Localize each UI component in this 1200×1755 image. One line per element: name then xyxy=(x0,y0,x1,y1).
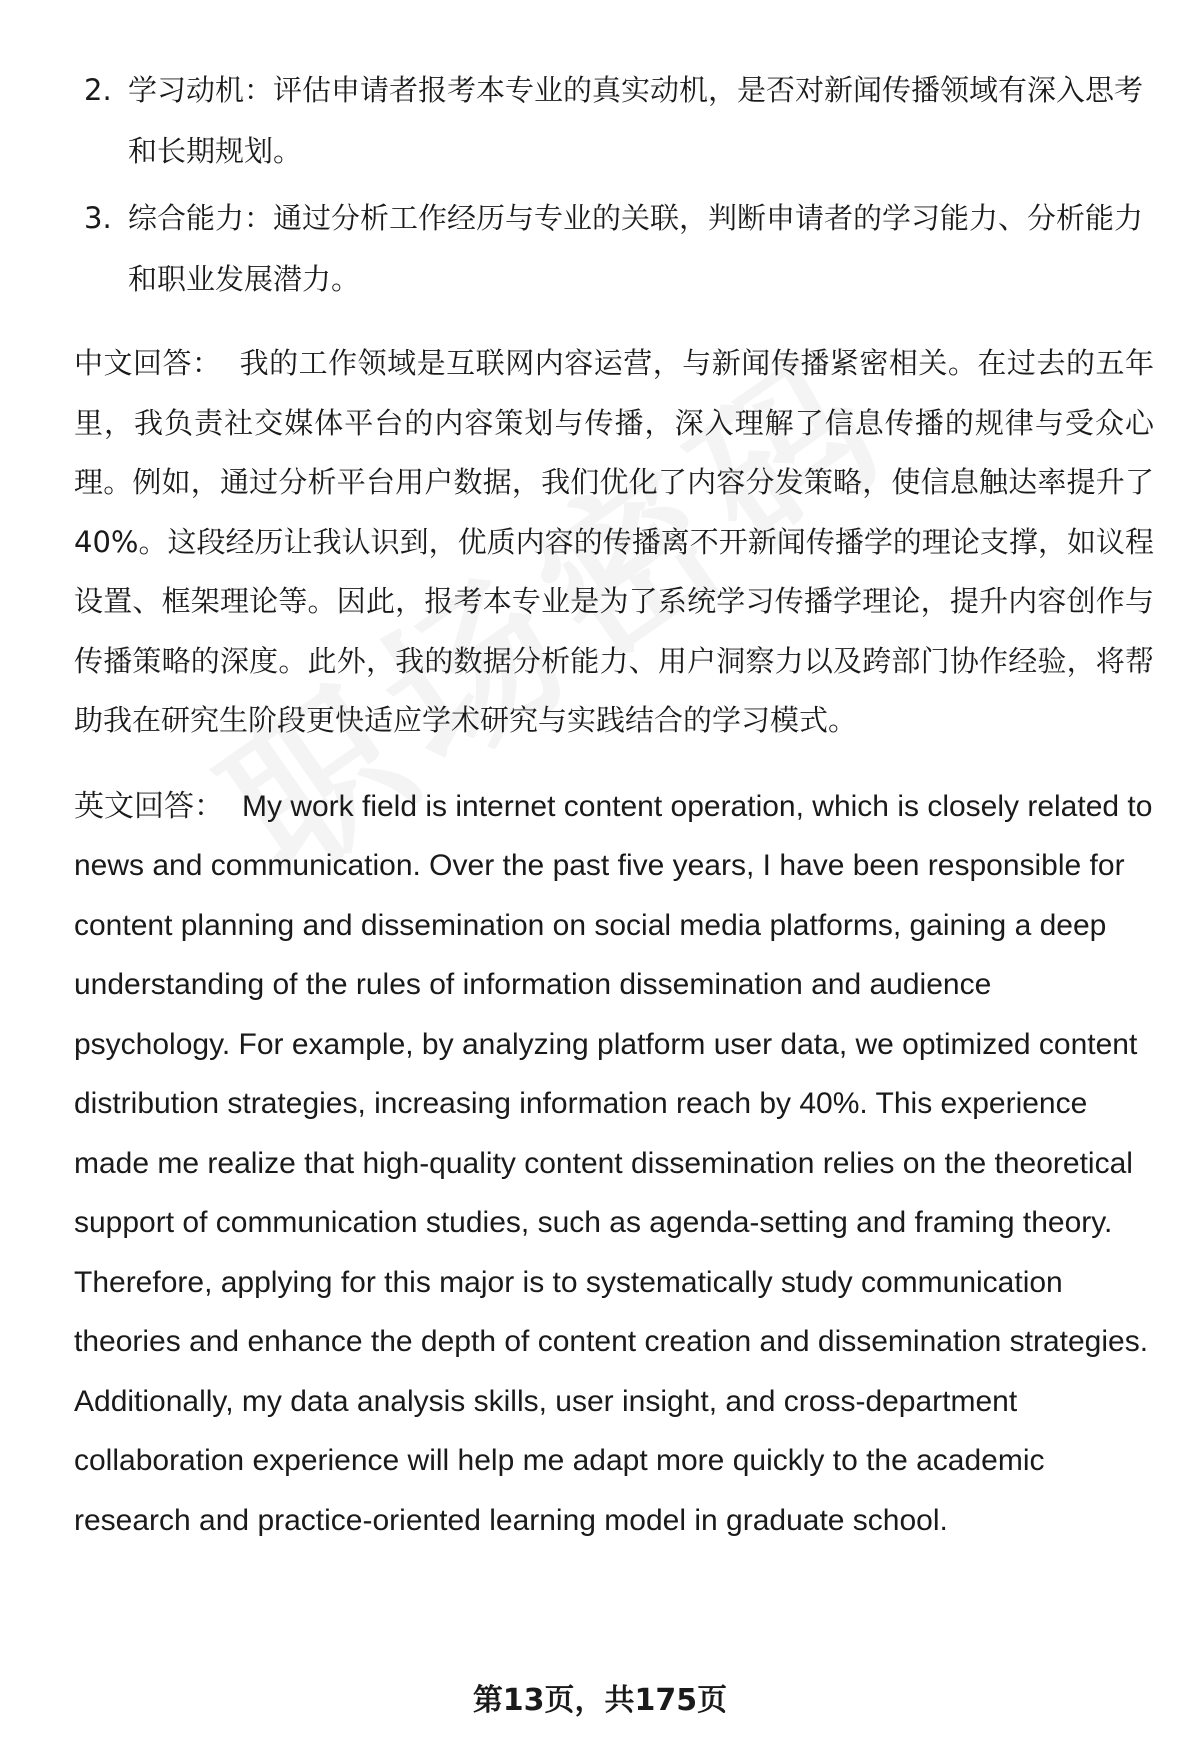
list-item xyxy=(74,188,1154,310)
list-item xyxy=(74,60,1154,182)
english-answer-paragraph xyxy=(74,777,1154,1551)
list-item-number: 2. xyxy=(84,73,112,107)
chinese-answer-text: 我的工作领域是互联网内容运营，与新闻传播紧密相关。在过去的五年里，我负责社交媒体平台的内容策划与传播，深入理解了信息传播的规律与受众心理。例如，通过分析平台用户数据，我们优化了内容分发策略，使信息触达率提升了40%。这段经历让我认识到，优质内容的传播离不开新闻传播学的理论支撑，如议程设置、框架理论等。因此，报考本专业是为了系统学习传播学理论，提升内容创作与传播策略的深度。此外，我的数据分析能力、用户洞察力以及跨部门协作经验，将帮助我在研究生阶段更快适应学术研究与实践结合的学习模式。 xyxy=(74,346,1154,737)
english-answer-text: My work field is internet content operation, which is closely related to news and communication. Over the past five years, I have been responsible for content planning and dissemination on social media platforms, gaining a deep understanding of the rules of information dissemination and audience psychology. For example, by analyzing platform user data, we optimized content distribution strategies, increasing information reach by 40%. This experience made me realize that high-quality content dissemination relies on the theoretical support of communication studies, such as agenda-setting and framing theory. Therefore, applying for this major is to systematically study communication theories and enhance the depth of content creation and dissemination strategies. Additionally, my data analysis skills, user insight, and cross-department collaboration experience will help me adapt more quickly to the academic research and practice-oriented learning model in graduate school. xyxy=(74,789,1153,1537)
list-item-text: 综合能力：通过分析工作经历与专业的关联，判断申请者的学习能力、分析能力和职业发展潜力。 xyxy=(128,201,1144,296)
english-answer-label: 英文回答： xyxy=(74,789,224,823)
chinese-answer-paragraph xyxy=(74,334,1154,751)
criteria-list xyxy=(74,60,1154,310)
page-number-footer: 第13页，共175页 xyxy=(472,1683,728,1718)
page-content xyxy=(74,60,1154,1550)
list-item-text: 学习动机：评估申请者报考本专业的真实动机，是否对新闻传播领域有深入思考和长期规划。 xyxy=(128,73,1144,168)
chinese-answer-label: 中文回答： xyxy=(74,346,222,380)
list-item-number: 3. xyxy=(84,201,112,235)
